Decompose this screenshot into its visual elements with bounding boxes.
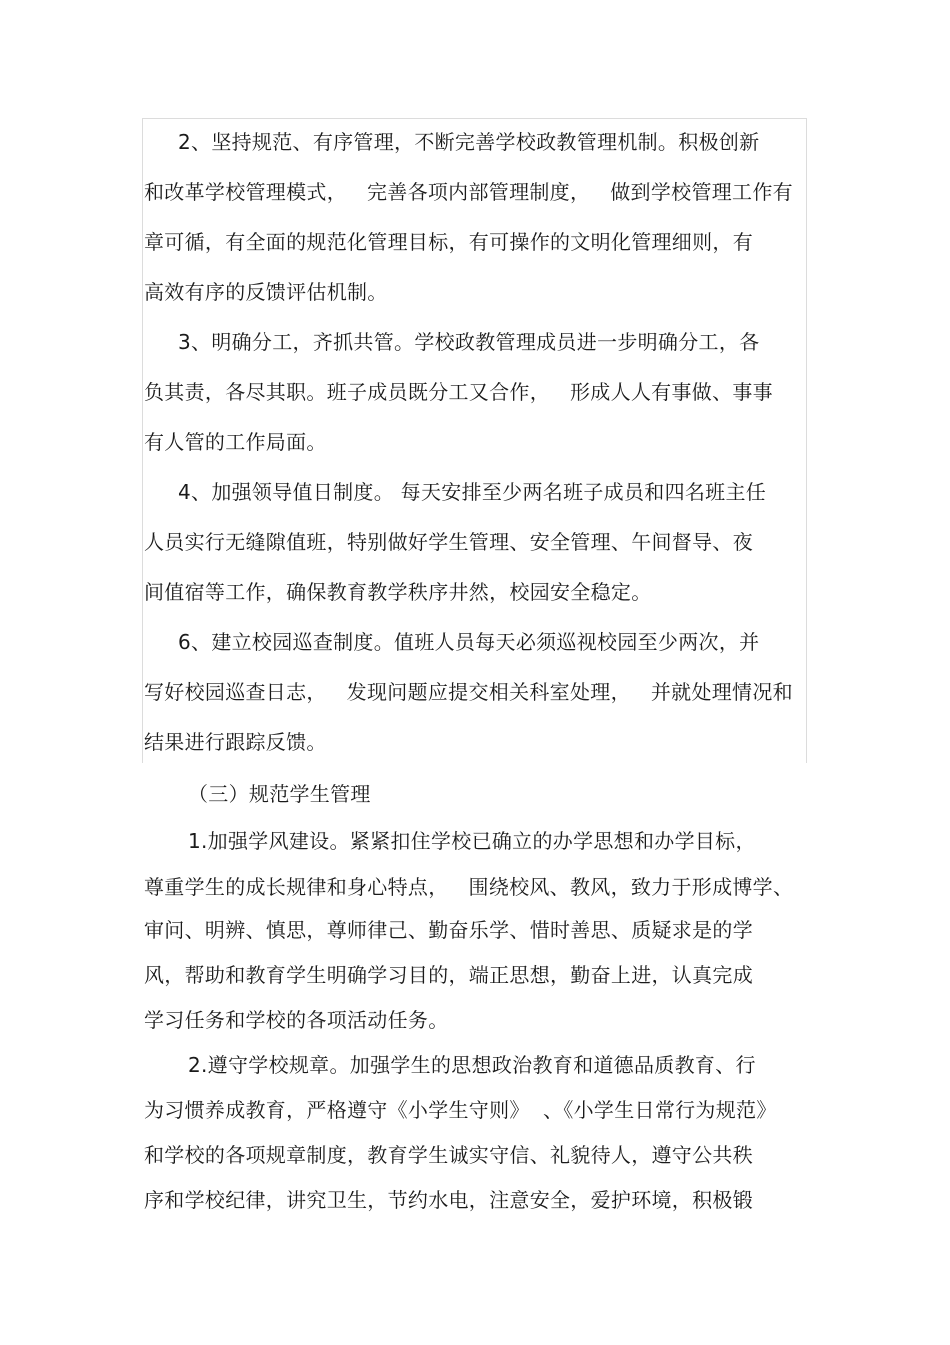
- text-line: 尊重学生的成长规律和身心特点， 围绕校风、教风，致力于形成博学、: [144, 875, 794, 899]
- text-line: 写好校园巡查日志， 发现问题应提交相关科室处理， 并就处理情况和: [144, 680, 793, 704]
- text-line: 学习任务和学校的各项活动任务。: [144, 1008, 449, 1032]
- text-line: 章可循，有全面的规范化管理目标，有可操作的文明化管理细则，有: [144, 230, 753, 254]
- text-line: 2、坚持规范、有序管理，不断完善学校政教管理机制。积极创新: [178, 130, 760, 154]
- text-line: 负其责，各尽其职。班子成员既分工又合作， 形成人人有事做、事事: [144, 380, 773, 404]
- text-line: 6、建立校园巡查制度。值班人员每天必须巡视校园至少两次，并: [178, 630, 760, 654]
- section-heading: （三）规范学生管理: [188, 782, 371, 806]
- text-line: 人员实行无缝隙值班，特别做好学生管理、安全管理、午间督导、夜: [144, 530, 753, 554]
- text-line: 4、加强领导值日制度。 每天安排至少两名班子成员和四名班主任: [178, 480, 767, 504]
- text-line: 1.加强学风建设。紧紧扣住学校已确立的办学思想和办学目标，: [188, 829, 756, 853]
- text-line: 高效有序的反馈评估机制。: [144, 280, 388, 304]
- text-line: 有人管的工作局面。: [144, 430, 327, 454]
- text-line: 间值宿等工作，确保教育教学秩序井然，校园安全稳定。: [144, 580, 652, 604]
- text-line: 2.遵守学校规章。加强学生的思想政治教育和道德品质教育、行: [188, 1053, 756, 1077]
- text-line: 3、明确分工，齐抓共管。学校政教管理成员进一步明确分工，各: [178, 330, 760, 354]
- text-line: 序和学校纪律，讲究卫生，节约水电，注意安全，爱护环境，积极锻: [144, 1188, 753, 1212]
- text-line: 和改革学校管理模式， 完善各项内部管理制度， 做到学校管理工作有: [144, 180, 793, 204]
- text-line: 审问、明辨、慎思，尊师律己、勤奋乐学、惜时善思、质疑求是的学: [144, 918, 753, 942]
- text-line: 为习惯养成教育，严格遵守《小学生守则》 、《小学生日常行为规范》: [144, 1098, 777, 1122]
- text-line: 结果进行跟踪反馈。: [144, 730, 327, 754]
- text-line: 和学校的各项规章制度，教育学生诚实守信、礼貌待人，遵守公共秩: [144, 1143, 753, 1167]
- text-line: 风，帮助和教育学生明确学习目的，端正思想，勤奋上进，认真完成: [144, 963, 753, 987]
